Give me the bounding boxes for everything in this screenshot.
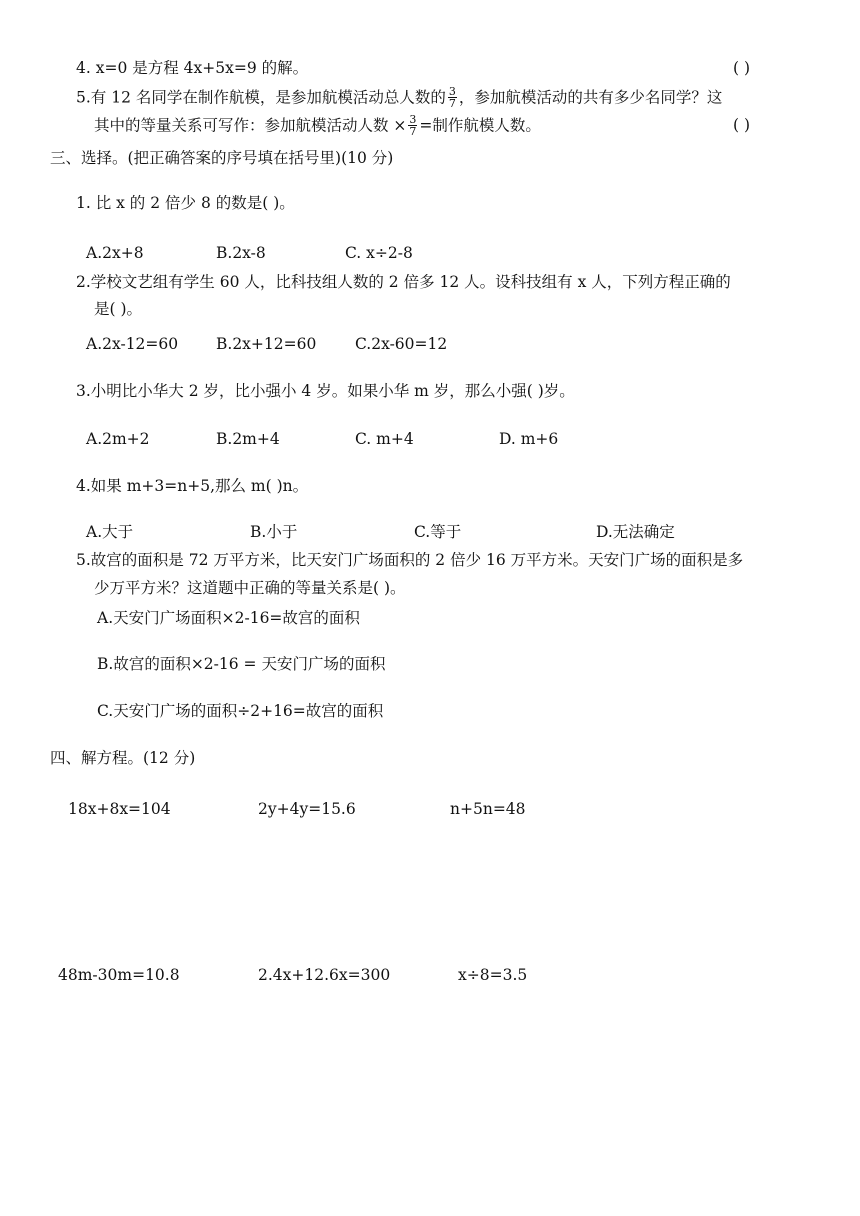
answer-paren-2-5[interactable]: ( ) [733, 116, 751, 134]
fraction-three-sevenths [408, 114, 417, 137]
option-c[interactable]: C.等于 [414, 523, 462, 541]
option-b[interactable]: B.2m+4 [216, 430, 280, 448]
option-a[interactable]: A.大于 [86, 523, 134, 541]
choice-question-2-line1: 2.学校文艺组有学生 60 人，比科技组人数的 2 倍多 12 人。设科技组有 x 人，下列方程正确的 [76, 273, 731, 291]
choice-question-5-line1: 5.故宫的面积是 72 万平方米，比天安门广场面积的 2 倍少 16 万平方米。天安门广场的面积是多 [76, 551, 744, 569]
option-b[interactable]: B.2x+12=60 [216, 335, 317, 353]
choice-question-4: 4.如果 m+3=n+5,那么 m( )n。 [76, 477, 309, 495]
fraction-denominator: 7 [448, 97, 456, 110]
choice-question-5-line2: 少万平方米？这道题中正确的等量关系是( )。 [94, 579, 406, 597]
equation-1: 18x+8x=104 [68, 800, 171, 818]
question-2-5-line1 [76, 87, 722, 110]
option-a[interactable]: A.天安门广场面积×2-16=故宫的面积 [97, 609, 360, 627]
equation-4: 48m-30m=10.8 [58, 966, 180, 984]
fraction-denominator: 7 [409, 125, 417, 138]
fraction-three-sevenths [448, 86, 457, 109]
q5-line2-pre: 其中的等量关系可写作：参加航模活动人数 × [94, 116, 407, 135]
option-d[interactable]: D.无法确定 [596, 523, 675, 541]
option-c[interactable]: C.天安门广场的面积÷2+16=故宫的面积 [97, 702, 384, 720]
section-heading-choice: 三、选择。(把正确答案的序号填在括号里)(10 分) [50, 149, 394, 167]
option-c[interactable]: C. m+4 [355, 430, 414, 448]
option-b[interactable]: B.故宫的面积×2-16 = 天安门广场的面积 [97, 655, 386, 673]
option-a[interactable]: A.2m+2 [86, 430, 150, 448]
choice-question-1: 1. 比 x 的 2 倍少 8 的数是( )。 [76, 194, 295, 212]
option-c[interactable]: C. x÷2-8 [345, 244, 413, 262]
option-a[interactable]: A.2x+8 [86, 244, 144, 262]
option-d[interactable]: D. m+6 [499, 430, 559, 448]
question-2-5-line2 [94, 115, 541, 138]
fraction-numerator: 3 [448, 85, 456, 98]
option-b[interactable]: B.2x-8 [216, 244, 266, 262]
answer-paren-2-4[interactable]: ( ) [733, 59, 751, 77]
option-b[interactable]: B.小于 [250, 523, 298, 541]
equation-3: n+5n=48 [450, 800, 526, 818]
option-c[interactable]: C.2x-60=12 [355, 335, 448, 353]
choice-question-2-line2: 是( )。 [94, 300, 143, 318]
section-heading-solve-equations: 四、解方程。(12 分) [50, 749, 196, 767]
choice-question-3: 3.小明比小华大 2 岁，比小强小 4 岁。如果小华 m 岁，那么小强( )岁。 [76, 382, 575, 400]
fraction-numerator: 3 [409, 113, 417, 126]
question-2-4: 4. x=0 是方程 4x+5x=9 的解。 [76, 59, 309, 77]
equation-2: 2y+4y=15.6 [258, 800, 356, 818]
equation-5: 2.4x+12.6x=300 [258, 966, 391, 984]
equation-6: x÷8=3.5 [458, 966, 528, 984]
q5-line1-pre: 5.有 12 名同学在制作航模，是参加航模活动总人数的 [76, 88, 446, 107]
option-a[interactable]: A.2x-12=60 [86, 335, 179, 353]
q5-line1-post: ，参加航模活动的共有多少名同学？这 [458, 88, 723, 107]
q5-line2-post: =制作航模人数。 [419, 116, 541, 135]
